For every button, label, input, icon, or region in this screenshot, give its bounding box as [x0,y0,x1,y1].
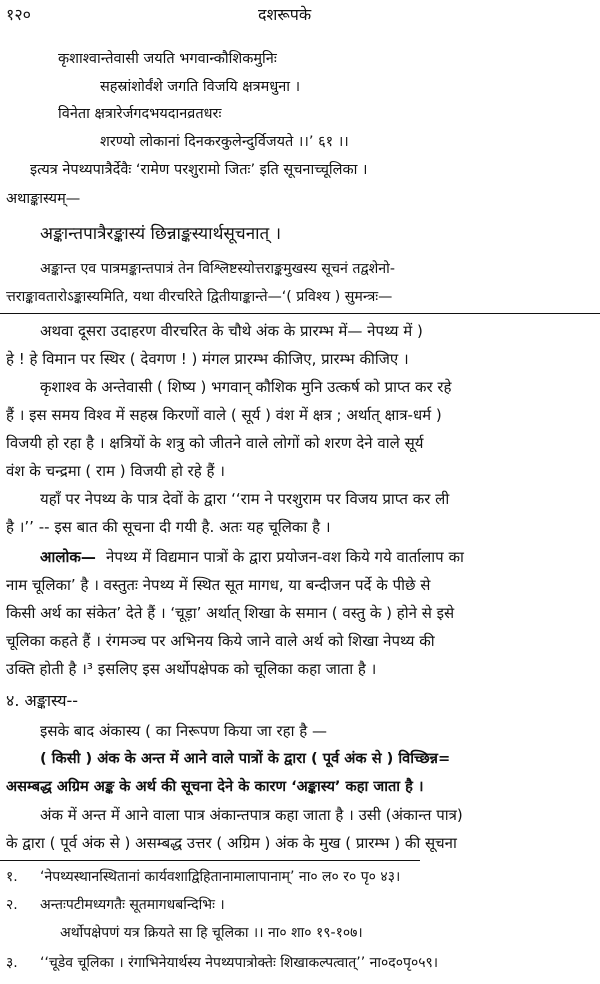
body-line: के द्वारा ( पूर्व अंक से ) असम्बद्ध उत्तर ( अग्रिम ) अंक के मुख ( प्रारम्भ ) की सूचना [6,834,457,852]
verse-line: सहस्रांशोर्वंशे जगति विजयि क्षत्रमधुना । [100,79,301,95]
aloka-line: किसी अर्थ का संकेत’ देते हैं । ‘चूड़ा’ अर्थात् शिखा के समान ( वस्तु के ) होने से इसे [6,604,455,622]
verse-line: विनेता क्षत्रारेर्जगदभयदानव्रतधरः [58,106,222,122]
section-divider [0,313,600,314]
definition-verse: अङ्कान्तपात्रैरङ्कास्यं छिन्नाङ्कस्यार्थसूचनात् । [40,224,282,244]
footnote-text: अन्तःपटीमध्यगतैः सूतमागधबन्दिभिः । [40,897,225,913]
aloka-line: चूलिका कहते हैं । रंगमञ्च पर अभिनय किये जाने वाले अर्थ को शिखा नेपथ्य की [6,632,435,650]
aloka-line: उक्ति होती है ।³ इसलिए इस अर्थोपक्षेपक को चूलिका कहा जाता है । [6,660,377,678]
commentary-line: अङ्कान्त एव पात्रमङ्कान्तपात्रं तेन विश्लिष्टस्योत्तराङ्कमुखस्य सूचनं तद्वशेनो- [40,261,395,277]
aloka-label: आलोक— [40,548,96,566]
verse-commentary: इत्यत्र नेपथ्यपात्रैर्देवैः ‘रामेण परशुरामो जितः’ इति सूचनाच्चूलिका । [30,162,368,178]
running-title: दशरूपके [258,5,312,24]
translation-line: कृशाश्व के अन्तेवासी ( शिष्य ) भगवान् कौशिक मुनि उत्कर्ष को प्राप्त कर रहे [40,378,452,396]
footnote-number: ३. [6,955,18,971]
verse-line: कृशाश्वान्तेवासी जयति भगवान्कौशिकमुनिः [58,51,277,67]
page-number: १२० [6,5,31,24]
definition-bold-line: ( किसी ) अंक के अन्त में आने वाले पात्रों के द्वारा ( पूर्व अंक से ) विच्छिन्न= [40,750,451,767]
footnote-divider [0,860,420,861]
section-heading: अथाङ्कास्यम्— [6,191,81,207]
aloka-line: नेपथ्य में विद्यमान पात्रों के द्वारा प्रयोजन-वश किये गये वार्तालाप का [106,548,464,566]
section-intro: इसके बाद अंकास्य ( का निरूपण किया जा रहा है — [40,722,327,740]
definition-bold-line: असम्बद्ध अग्रिम अङ्क के अर्थ की सूचना देने के कारण ‘अङ्कास्य’ कहा जाता है । [6,778,424,795]
commentary-line: त्तराङ्कावतारोऽङ्कास्यमिति, यथा वीरचरिते द्वितीयाङ्कान्ते—‘( प्रविश्य ) सुमन्त्रः— [6,289,393,305]
translation-line: वंश के चन्द्रमा ( राम ) विजयी हो रहे हैं । [6,462,225,480]
footnote-text: ‘नेपथ्यस्थानस्थितानां कार्यवशाद्विहितानामालापानाम्’ ना० ल० र० पृ० ४३। [40,869,401,885]
translation-line: विजयी हो रहा है । क्षत्रियों के शत्रु को जीतने वाले लोगों को शरण देने वाले सूर्य [6,434,424,452]
section-heading: ४. अङ्कास्य-- [6,691,79,710]
translation-line: है ।’’ -- इस बात की सूचना दी गयी है. अतः यह चूलिका है । [6,518,331,536]
aloka-line: नाम चूलिका’ है । वस्तुतः नेपथ्य में स्थित सूत मागध, या बन्दीजन पर्दे के पीछे से [6,576,431,594]
body-line: अंक में अन्त में आने वाला पात्र अंकान्तपात्र कहा जाता है । उसी (अंकान्त पात्र) [40,806,463,824]
translation-line: यहाँ पर नेपथ्य के पात्र देवों के द्वारा ‘‘राम ने परशुराम पर विजय प्राप्त कर ली [40,490,450,508]
footnote-number: २. [6,897,18,913]
footnote-text: ‘‘चूडेव चूलिका । रंगाभिनेयार्थस्य नेपथ्यपात्रोक्तेः शिखाकल्पत्वात्’’ ना०द०पृ०५९। [40,955,439,971]
translation-line: अथवा दूसरा उदाहरण वीरचरित के चौथे अंक के प्रारम्भ में— नेपथ्य में ) [40,322,423,340]
translation-line: हे ! हे विमान पर स्थिर ( देवगण ! ) मंगल प्रारम्भ कीजिए, प्रारम्भ कीजिए । [6,350,409,368]
footnote-text: अर्थोपक्षेपणं यत्र क्रियते सा हि चूलिका ।। ना० शा० १९-१०७। [60,925,363,941]
translation-line: हैं । इस समय विश्व में सहस्र किरणों वाले ( सूर्य ) वंश में क्षत्र ; अर्थात् क्षात्र-धर्म ) [6,406,442,424]
footnote-number: १. [6,869,18,885]
verse-line: शरण्यो लोकानां दिनकरकुलेन्दुर्विजयते ।।’ ६१ ।। [100,134,349,150]
